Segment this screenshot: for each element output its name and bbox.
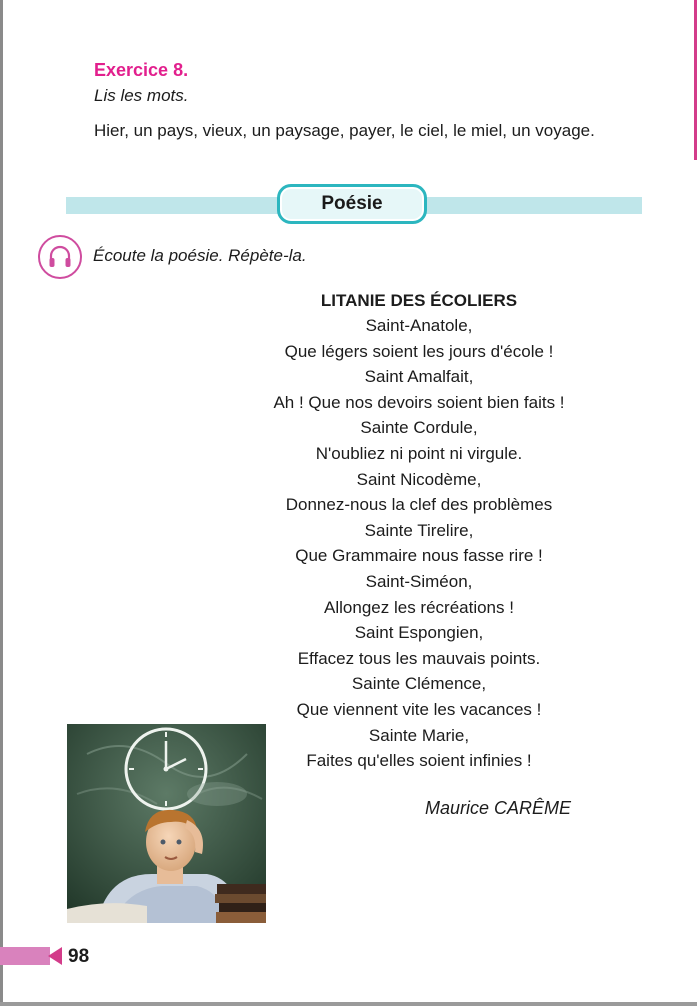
- poem-line: Saint Espongien,: [354, 623, 484, 643]
- poem: [200, 289, 638, 774]
- page-left-edge: [0, 0, 3, 1006]
- section-header-poesie: [277, 184, 427, 224]
- section-label: Poésie: [321, 193, 383, 214]
- poem-line: Donnez-nous la clef des problèmes: [285, 495, 553, 515]
- poem-line: Saint-Siméon,: [365, 571, 473, 591]
- exercise-title: Exercice 8.: [94, 60, 189, 80]
- boy-under-clock-illustration: [67, 724, 266, 923]
- poem-line: N'oubliez ni point ni virgule.: [315, 443, 523, 463]
- page-arrow-icon: [48, 947, 62, 965]
- page-number: 98: [68, 946, 90, 967]
- poem-line: Sainte Clémence,: [351, 674, 487, 694]
- poem-line: Sainte Marie,: [368, 725, 470, 745]
- poem-line: Que viennent vite les vacances !: [296, 699, 542, 719]
- exercise-words: Hier, un pays, vieux, un paysage, payer, le ciel, le miel, un voyage.: [94, 121, 595, 140]
- poem-line: Faites qu'elles soient infinies !: [306, 751, 532, 771]
- poem-line: Saint-Anatole,: [365, 316, 473, 335]
- poem-line: Que légers soient les jours d'école !: [284, 341, 554, 361]
- poem-line: Que Grammaire nous fasse rire !: [295, 546, 543, 566]
- poem-line: Ah ! Que nos devoirs soient bien faits !: [273, 392, 565, 412]
- headphones-glyph: [47, 244, 73, 270]
- poem-author: Maurice CARÊME: [425, 798, 572, 818]
- poem-line: Allongez les récréations !: [324, 597, 514, 617]
- poem-title: LITANIE DES ÉCOLIERS: [320, 291, 518, 310]
- poem-line: Sainte Tirelire,: [364, 520, 474, 540]
- poem-line: Saint Nicodème,: [356, 469, 482, 489]
- poem-line: Effacez tous les mauvais points.: [297, 648, 541, 668]
- page-number-bar: [0, 947, 50, 965]
- poem-line: Sainte Cordule,: [360, 418, 478, 438]
- headphones-icon[interactable]: [38, 235, 82, 279]
- poem-line: Saint Amalfait,: [364, 367, 474, 387]
- listen-instruction: Écoute la poésie. Répète-la.: [93, 246, 307, 265]
- page-bottom-edge: [0, 1002, 697, 1006]
- exercise-instruction: Lis les mots.: [94, 86, 189, 105]
